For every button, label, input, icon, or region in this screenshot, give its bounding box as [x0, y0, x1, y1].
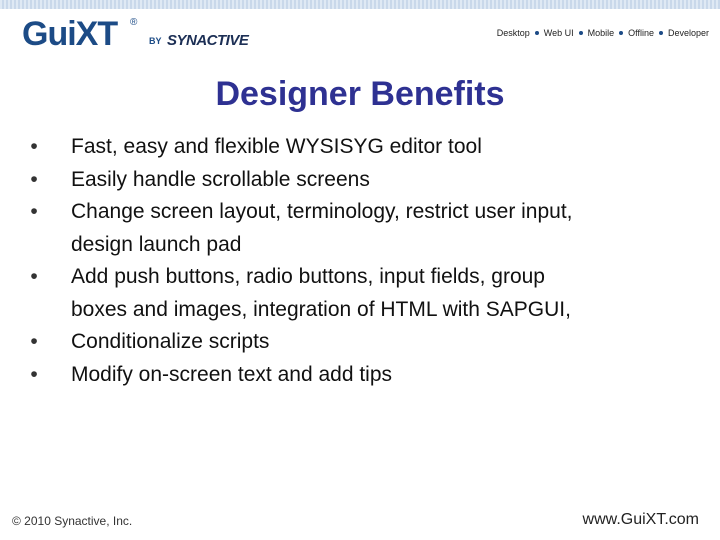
bullet-item [24, 164, 704, 197]
bullet-marker: • [30, 265, 38, 288]
nav-item-developer[interactable]: Developer [667, 28, 709, 38]
bullet-text: Fast, easy and flexible WYSISYG editor tool [71, 135, 482, 158]
website-link[interactable]: www.GuiXT.com [582, 511, 699, 528]
nav-separator-dot [659, 31, 663, 35]
bullet-text-continuation: boxes and images, integration of HTML with SAPGUI, [71, 297, 571, 321]
bullet-marker: • [30, 330, 38, 353]
nav-separator-dot [579, 31, 583, 35]
nav-item-offline[interactable]: Offline [628, 28, 654, 38]
bullet-text: Modify on-screen text and add tips [71, 362, 393, 386]
bullet-item [24, 326, 704, 359]
logo-wordmark: GuiXT [22, 15, 118, 53]
header-stripe [0, 0, 720, 9]
bullet-item [24, 131, 704, 164]
bullet-marker: • [30, 200, 38, 223]
slide-title: Designer Benefits [215, 75, 505, 113]
bullet-text: Add push buttons, radio buttons, input fields, group [71, 265, 545, 288]
bullet-item [24, 359, 704, 392]
logo-registered-mark: ® [130, 17, 138, 28]
guixt-logo [22, 15, 249, 53]
nav-item-desktop[interactable]: Desktop [496, 28, 530, 38]
logo-by-text: BY [149, 36, 162, 46]
bullet-text: Change screen layout, terminology, restrict user input, [71, 200, 573, 223]
bullet-item [24, 261, 704, 326]
nav-item-mobile[interactable]: Mobile [587, 28, 615, 38]
bullet-text: Conditionalize scripts [71, 330, 270, 353]
nav-separator-dot [619, 31, 623, 35]
bullet-item [24, 196, 704, 261]
nav-item-web-ui[interactable]: Web UI [543, 28, 574, 38]
bullet-list [24, 131, 704, 391]
bullet-text: Easily handle scrollable screens [71, 167, 370, 191]
bullet-marker: • [30, 167, 38, 191]
top-navigation [497, 27, 709, 39]
bullet-text-continuation: design launch pad [71, 232, 242, 256]
nav-separator-dot [535, 31, 539, 35]
copyright-notice: © 2010 Synactive, Inc. [12, 514, 133, 528]
bullet-marker: • [30, 362, 38, 386]
bullet-marker: • [30, 135, 38, 158]
logo-company-name: SYNACTIVE [167, 32, 249, 49]
